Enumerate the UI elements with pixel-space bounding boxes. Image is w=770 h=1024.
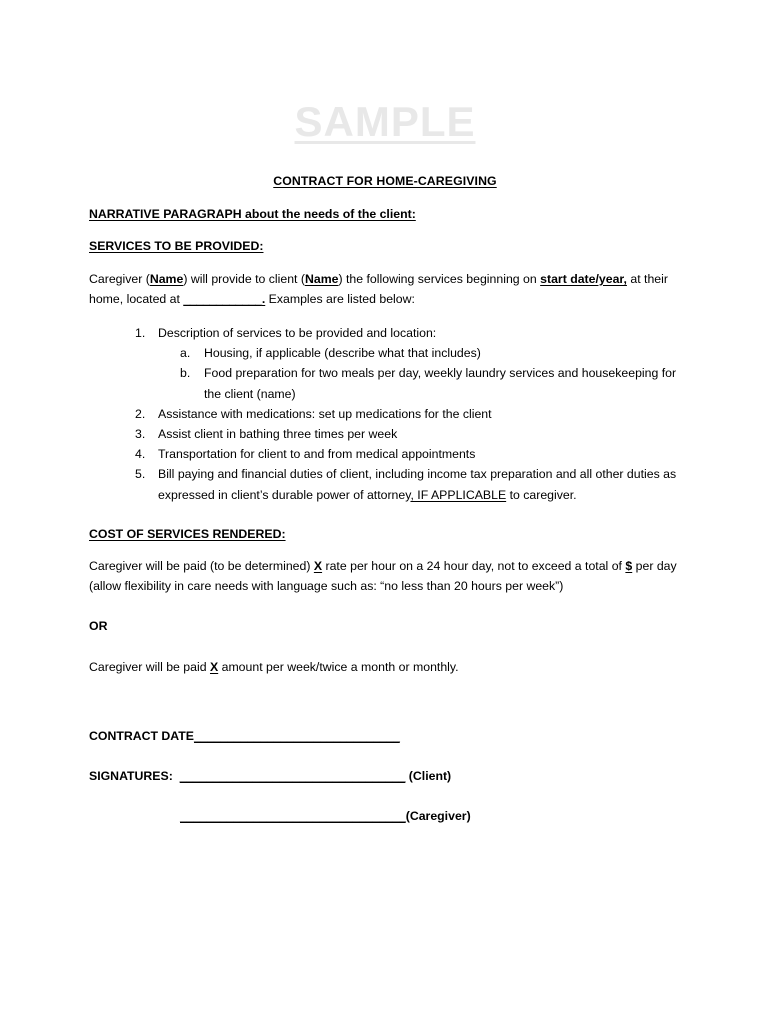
cost-currency-symbol: $	[625, 559, 633, 574]
intro-text-3: ) the following services beginning on	[338, 271, 541, 286]
client-label: (Client)	[405, 769, 452, 784]
cost-text-3: per day (allow flexibility in care needs with language such as: “no less than 20 hours per week”)	[89, 559, 677, 594]
caregiver-label: (Caregiver)	[405, 809, 471, 824]
alt-text-2: amount per week/twice a month or monthly.	[218, 659, 459, 674]
contract-date-label: CONTRACT DATE	[89, 728, 194, 743]
spacer-before-signatures	[89, 677, 681, 726]
list-marker-2: 2.	[135, 406, 146, 421]
signatures-label: SIGNATURES:	[89, 769, 173, 784]
client-signature-field[interactable]: __________________________________	[179, 769, 406, 784]
page-title: CONTRACT FOR HOME-CAREGIVING	[273, 174, 497, 188]
list-marker-5: 5.	[135, 467, 146, 482]
list-item	[158, 343, 681, 363]
list-marker-4: 4.	[135, 447, 146, 462]
alt-amount-symbol: X	[209, 659, 219, 674]
cost-rate-symbol: X	[313, 559, 323, 574]
contract-date-field[interactable]: _______________________________	[193, 728, 400, 743]
sublist-marker-b: b.	[180, 366, 191, 381]
heading-cost-of-services: COST OF SERVICES RENDERED:	[89, 526, 286, 541]
list-marker-3: 3.	[135, 427, 146, 442]
intro-text-2: ) will provide to client (	[183, 271, 305, 286]
cost-text-1: Caregiver will be paid (to be determined)	[89, 559, 314, 574]
list-item	[89, 404, 681, 424]
sublist-marker-a: a.	[180, 346, 191, 361]
services-sublist-1	[158, 343, 681, 404]
intro-paragraph	[89, 269, 681, 309]
intro-caregiver-name: Name	[149, 271, 184, 286]
heading-narrative-paragraph: NARRATIVE PARAGRAPH about the needs of the client:	[89, 207, 416, 222]
caregiver-signature-line	[89, 806, 681, 826]
list-item-text-2: Assistance with medications: set up medications for the client	[158, 406, 492, 421]
intro-text-4: at their home, located at	[89, 271, 668, 306]
list-item	[89, 444, 681, 464]
intro-period: .	[261, 291, 266, 306]
spacer-before-or	[89, 596, 681, 616]
alt-text-1: Caregiver will be paid	[89, 659, 210, 674]
spacer-before-cost	[89, 505, 681, 524]
caregiver-signature-field[interactable]: __________________________________	[180, 809, 406, 824]
heading-services-to-be-provided: SERVICES TO BE PROVIDED:	[89, 239, 264, 254]
signature-block	[89, 726, 681, 827]
list-item	[89, 323, 681, 404]
list-item	[89, 424, 681, 444]
sublist-item-text-a: Housing, if applicable (describe what that includes)	[204, 346, 481, 361]
alternate-payment-paragraph	[89, 657, 681, 677]
services-list	[89, 323, 681, 505]
or-label: OR	[89, 619, 108, 634]
intro-address-blank: ____________	[183, 291, 262, 306]
cost-paragraph	[89, 556, 681, 596]
list-marker-1: 1.	[135, 326, 146, 341]
list-item-5-if-applicable: , IF APPLICABLE	[410, 487, 507, 502]
document-body	[89, 171, 681, 826]
sublist-item-text-b: Food preparation for two meals per day, weekly laundry services and housekeeping for the client (name)	[204, 366, 677, 401]
list-item-text-5-after: to caregiver.	[506, 487, 577, 502]
list-item-text-4: Transportation for client to and from medical appointments	[158, 447, 476, 462]
list-item-text-3: Assist client in bathing three times per week	[158, 427, 398, 442]
sample-watermark: SAMPLE	[294, 98, 476, 145]
client-signature-line	[89, 766, 681, 786]
spacer-after-or	[89, 637, 681, 657]
list-item-text-5-before: Bill paying and financial duties of client, including income tax preparation and all other duties as expressed in client’s durable power of attorney	[158, 467, 677, 502]
contract-date-line	[89, 726, 681, 746]
list-item-text-1: Description of services to be provided and location:	[158, 326, 437, 341]
intro-client-name: Name	[304, 271, 339, 286]
list-item	[158, 363, 681, 403]
intro-text-1: Caregiver (	[89, 271, 150, 286]
list-item	[89, 464, 681, 504]
intro-start-date: start date/year,	[540, 271, 627, 286]
intro-text-5: Examples are listed below:	[265, 291, 415, 306]
cost-text-2: rate per hour on a 24 hour day, not to exceed a total of	[322, 559, 626, 574]
